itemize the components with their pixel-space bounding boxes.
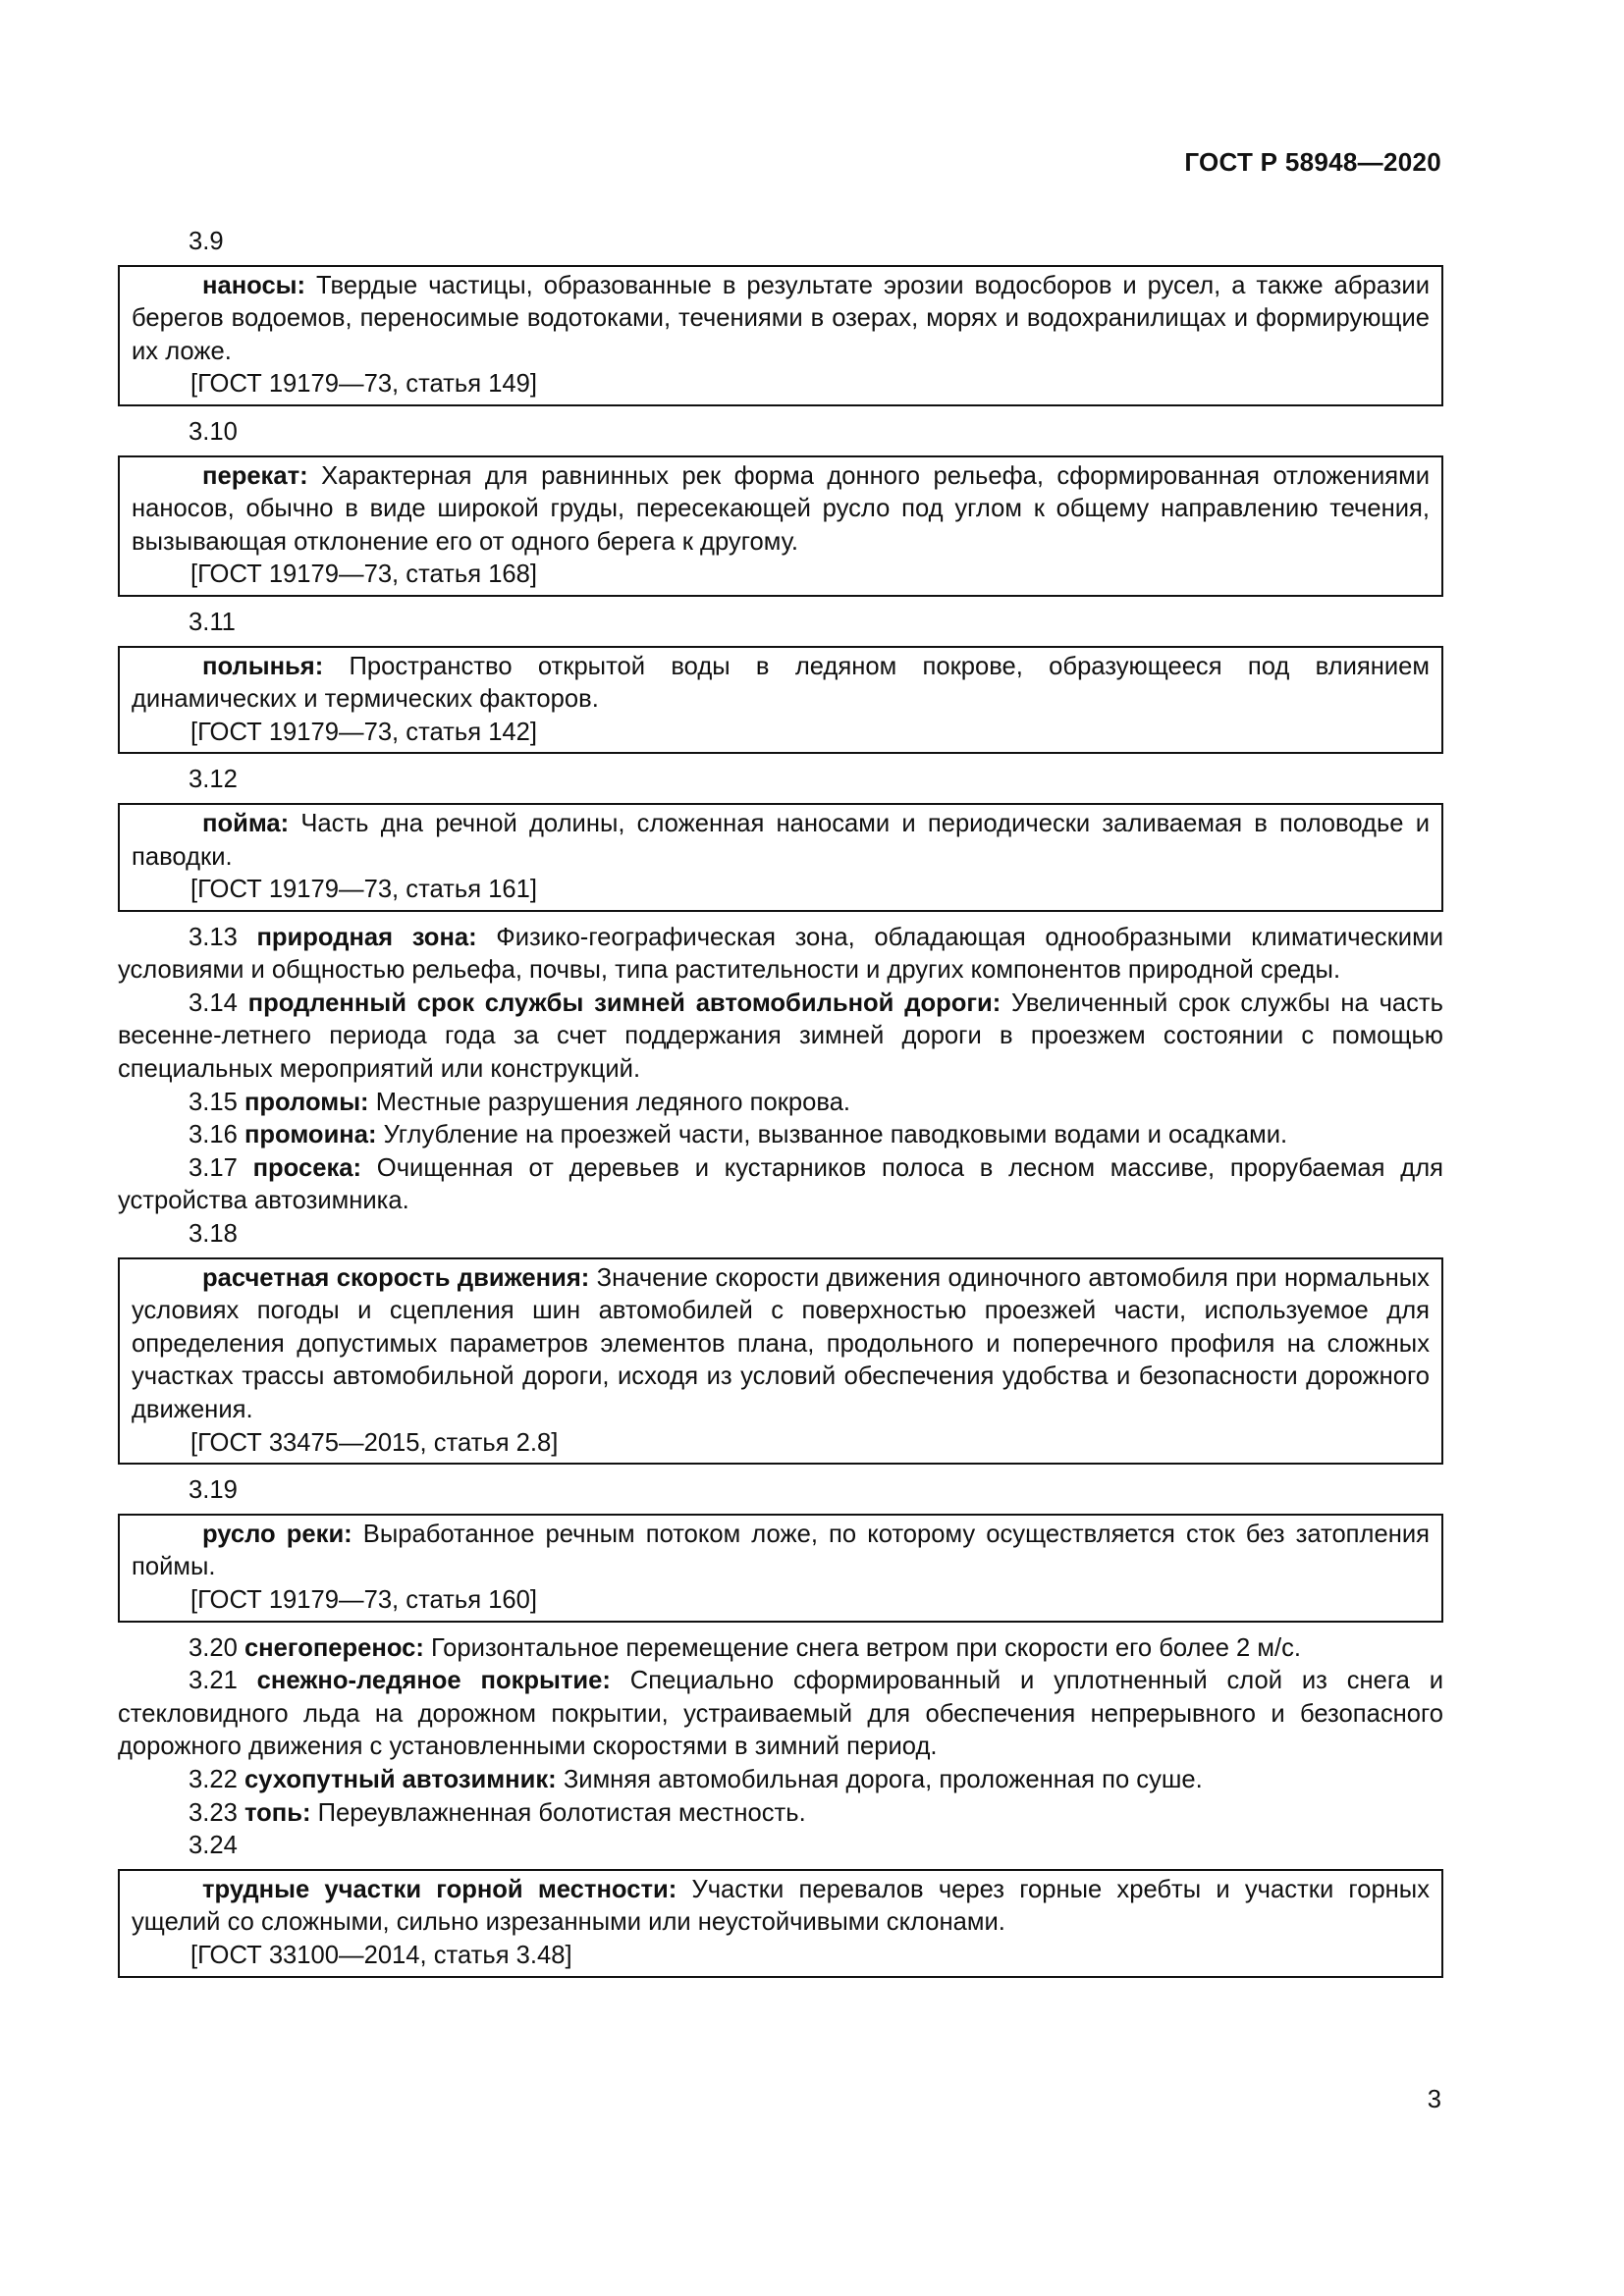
entry-number: 3.22	[189, 1765, 238, 1793]
term-definition	[132, 651, 1430, 717]
term-definition	[132, 460, 1430, 560]
term-name: проломы:	[244, 1088, 369, 1116]
terms-list	[118, 226, 1443, 1988]
entry-number: 3.23	[189, 1798, 238, 1827]
term-paragraph	[118, 1632, 1443, 1666]
term-text: Часть дна речной долины, сложенная наносами и периодически заливаемая в половодье и паводки.	[132, 809, 1430, 871]
entry-number: 3.13	[189, 923, 238, 951]
term-name: русло реки:	[202, 1520, 352, 1548]
term-name: продленный срок службы зимней автомобильной дороги:	[247, 988, 1001, 1017]
term-name: расчетная скорость движения:	[202, 1263, 590, 1292]
term-text: Специально сформированный и уплотненный слой из снега и стекловидного льда на дорожном покрытии, устраиваемый для обеспечения непрерывного и безопасного дорожного движения с установленными скоростями в зимний период.	[118, 1667, 1443, 1761]
term-name: природная зона:	[256, 923, 477, 951]
term-paragraph	[118, 1797, 1443, 1831]
term-name: сухопутный автозимник:	[244, 1765, 557, 1793]
term-definition	[132, 1874, 1430, 1940]
entry-number: 3.17	[189, 1153, 238, 1182]
term-paragraph	[118, 1764, 1443, 1797]
term-text: Местные разрушения ледяного покрова.	[368, 1088, 851, 1116]
term-text: Твердые частицы, образованные в результате эрозии водосборов и русел, а также абразии берегов водоемов, переносимые водотоками, течениями в озерах, морях и водохранилищах и формирующие их ложе.	[132, 271, 1430, 365]
term-source: [ГОСТ 19179—73, статья 142]	[190, 718, 538, 746]
term-name: перекат:	[202, 461, 308, 490]
term-box	[118, 455, 1443, 597]
entry-number: 3.12	[189, 766, 238, 794]
term-text: Зимняя автомобильная дорога, проложенная по суше.	[556, 1765, 1203, 1793]
term-text: Выработанное речным потоком ложе, по которому осуществляется сток без затопления поймы.	[132, 1520, 1430, 1581]
term-text: Физико-географическая зона, обладающая однообразными климатическими условиями и общностью рельефа, почвы, типа растительности и других компонентов природной среды.	[118, 923, 1443, 985]
term-name: трудные участки горной местности:	[202, 1875, 677, 1903]
term-name: наносы:	[202, 271, 306, 299]
term-name: просека:	[252, 1153, 362, 1182]
entry-number: 3.18	[189, 1220, 238, 1249]
term-definition	[132, 1262, 1430, 1427]
term-paragraph	[118, 1087, 1443, 1120]
entry-number: 3.19	[189, 1476, 238, 1505]
term-source: [ГОСТ 19179—73, статья 149]	[190, 370, 538, 399]
entry-number: 3.16	[189, 1121, 238, 1149]
entry-number: 3.24	[189, 1832, 238, 1860]
term-text: Углубление на проезжей части, вызванное паводковыми водами и осадками.	[376, 1121, 1288, 1149]
term-source: [ГОСТ 33475—2015, статья 2.8]	[190, 1428, 559, 1457]
term-name: промоина:	[244, 1121, 377, 1149]
term-box	[118, 646, 1443, 755]
term-text: Пространство открытой воды в ледяном покрове, образующееся под влиянием динамических и термических факторов.	[132, 652, 1430, 714]
term-box	[118, 265, 1443, 406]
entry-number: 3.9	[189, 228, 224, 255]
term-name: полынья:	[202, 652, 324, 680]
entry-number: 3.11	[189, 608, 236, 636]
term-paragraph	[118, 988, 1443, 1087]
entry-number: 3.21	[189, 1667, 238, 1695]
term-box	[118, 1257, 1443, 1466]
term-box	[118, 1869, 1443, 1978]
term-text: Увеличенный срок службы на часть весенне-летнего периода года за счет поддержания зимней дороги в проезжем состоянии с помощью специальных мероприятий или конструкций.	[118, 988, 1443, 1084]
entry-number: 3.14	[189, 988, 238, 1017]
term-text: Очищенная от деревьев и кустарников полоса в лесном массиве, прорубаемая для устройства автозимника.	[118, 1153, 1443, 1215]
term-text: Горизонтальное перемещение снега ветром при скорости его более 2 м/с.	[423, 1633, 1302, 1662]
term-box	[118, 803, 1443, 912]
term-definition	[132, 808, 1430, 874]
term-source: [ГОСТ 19179—73, статья 161]	[190, 876, 538, 904]
term-name: снежно-ледяное покрытие:	[256, 1667, 611, 1695]
term-source: [ГОСТ 19179—73, статья 168]	[190, 561, 538, 589]
term-paragraph	[118, 1665, 1443, 1764]
entry-number: 3.10	[189, 417, 238, 446]
term-source: [ГОСТ 33100—2014, статья 3.48]	[190, 1941, 572, 1969]
entry-number: 3.20	[189, 1633, 238, 1662]
term-box	[118, 1514, 1443, 1623]
document-code: ГОСТ Р 58948—2020	[1184, 147, 1441, 177]
term-text: Участки перевалов через горные хребты и участки горных ущелий со сложными, сильно изрезанными или неустойчивыми склонами.	[132, 1875, 1430, 1937]
term-name: снегоперенос:	[244, 1633, 424, 1662]
term-paragraph	[118, 922, 1443, 988]
term-definition	[132, 1519, 1430, 1584]
page-number: 3	[1427, 2086, 1441, 2113]
term-text: Значение скорости движения одиночного автомобиля при нормальных условиях погоды и сцепления шин автомобилей с поверхностью проезжей части, используемое для определения допустимых параметров элементов плана, продольного и поперечного профиля на сложных участках трассы автомобильной дороги, исходя из условий обеспечения удобства и безопасности дорожного движения.	[132, 1263, 1430, 1423]
term-paragraph	[118, 1152, 1443, 1218]
term-name: пойма:	[202, 809, 290, 837]
term-text: Переувлажненная болотистая местность.	[310, 1798, 806, 1827]
term-definition	[132, 270, 1430, 369]
term-paragraph	[118, 1119, 1443, 1152]
term-text: Характерная для равнинных рек форма донного рельефа, сформированная отложениями наносов, обычно в виде широкой груды, пересекающей русло под углом к общему направлению течения, вызывающая отклонение его от одного берега к другому.	[132, 461, 1430, 556]
term-name: топь:	[244, 1798, 311, 1827]
entry-number: 3.15	[189, 1088, 238, 1116]
term-source: [ГОСТ 19179—73, статья 160]	[190, 1585, 538, 1614]
